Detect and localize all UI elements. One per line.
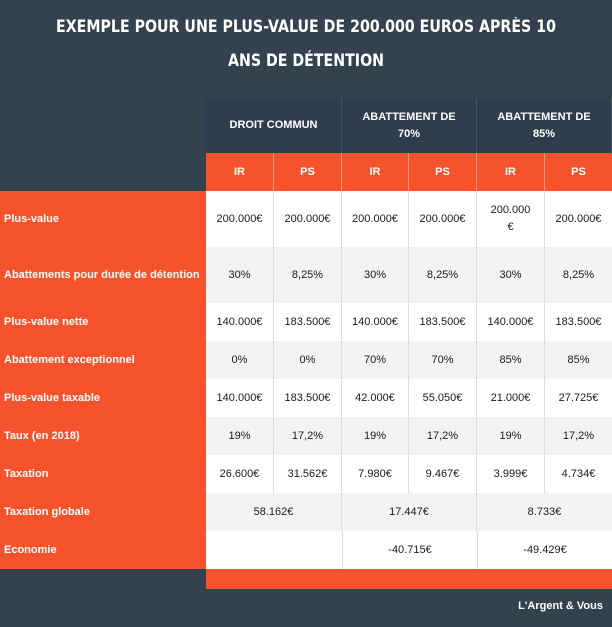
table-cell: 27.725€	[558, 391, 599, 404]
table-cell: 17,2%	[409, 417, 477, 455]
row-label: Plus-value taxable	[0, 379, 206, 417]
table-cell: 200.000€	[342, 191, 409, 247]
table-cell: 8,25%	[562, 268, 595, 281]
table-cell: 4.734€	[561, 467, 596, 480]
table-cell: 70%	[409, 341, 477, 379]
merged-cell: 58.162€	[206, 493, 342, 531]
table-cell: 85%	[567, 353, 590, 366]
table-cell: 55.050€	[409, 379, 477, 417]
table-cell: 19%	[206, 417, 274, 455]
table-cell: 0%	[274, 341, 342, 379]
table-cell: 19%	[342, 417, 409, 455]
tax-subheader: IR	[477, 153, 545, 191]
tax-subheader: PS	[409, 153, 477, 191]
table-cell: 200.000 €	[477, 191, 545, 247]
table-cell: 183.500€	[409, 303, 477, 341]
table-cell: 21.000€	[477, 379, 545, 417]
table-cell: 3.999€	[477, 455, 545, 493]
table-cell: 200.000€	[206, 191, 274, 247]
tax-subheader: IR	[206, 153, 274, 191]
table-cell: 183.500€	[274, 379, 342, 417]
table-cell: 9.467€	[409, 455, 477, 493]
merged-cell: -49.429€	[477, 531, 612, 569]
table-cell: 30%	[206, 247, 274, 303]
table-cell: 30%	[477, 247, 545, 303]
tax-subheader: IR	[342, 153, 409, 191]
table-cell: 26.600€	[206, 455, 274, 493]
table-cell: 8,25%	[274, 247, 342, 303]
row-label: Abattements pour durée de détention	[0, 247, 206, 303]
group-header: ABATTEMENT DE 70%	[342, 98, 477, 153]
page-title: EXEMPLE POUR UNE PLUS-VALUE DE 200.000 EUROS APRÈS 10 ANS DE DÉTENTION	[56, 17, 556, 70]
row-label: Abattement exceptionnel	[0, 341, 206, 379]
table-cell: 140.000€	[477, 303, 545, 341]
table-cell: 19%	[477, 417, 545, 455]
table-bottom-bar	[206, 569, 612, 589]
group-header: ABATTEMENT DE 85%	[477, 98, 612, 153]
table-cell: 70%	[342, 341, 409, 379]
merged-cell	[206, 531, 342, 569]
row-label: Economie	[0, 531, 206, 569]
table-cell: 200.000€	[274, 191, 342, 247]
table-cell: 85%	[477, 341, 545, 379]
table-cell: 7.980€	[342, 455, 409, 493]
merged-cell: -40.715€	[342, 531, 477, 569]
table-cell: 17,2%	[562, 429, 595, 442]
merged-cell: 17.447€	[342, 493, 477, 531]
row-label: Taux (en 2018)	[0, 417, 206, 455]
table-cell: 140.000€	[342, 303, 409, 341]
table-cell: 140.000€	[206, 303, 274, 341]
row-label: Plus-value	[0, 191, 206, 247]
tax-subheader: PS	[274, 153, 342, 191]
table-cell: 31.562€	[274, 455, 342, 493]
table-cell: 8,25%	[409, 247, 477, 303]
table-cell: 200.000€	[409, 191, 477, 247]
table-cell: 183.500€	[555, 315, 602, 328]
row-label: Taxation globale	[0, 493, 206, 531]
merged-cell: 8.733€	[527, 505, 562, 518]
brand-footer: L'Argent & Vous	[518, 600, 603, 612]
group-header: DROIT COMMUN	[206, 98, 342, 153]
tax-subheader: PS	[545, 153, 612, 191]
table-cell: 140.000€	[206, 379, 274, 417]
row-label: Taxation	[0, 455, 206, 493]
table-cell: 17,2%	[274, 417, 342, 455]
table-cell: 42.000€	[342, 379, 409, 417]
row-label: Plus-value nette	[0, 303, 206, 341]
table-cell: 183.500€	[274, 303, 342, 341]
table-cell: 200.000€	[555, 212, 602, 225]
table-cell: 30%	[342, 247, 409, 303]
table-cell: 0%	[206, 341, 274, 379]
